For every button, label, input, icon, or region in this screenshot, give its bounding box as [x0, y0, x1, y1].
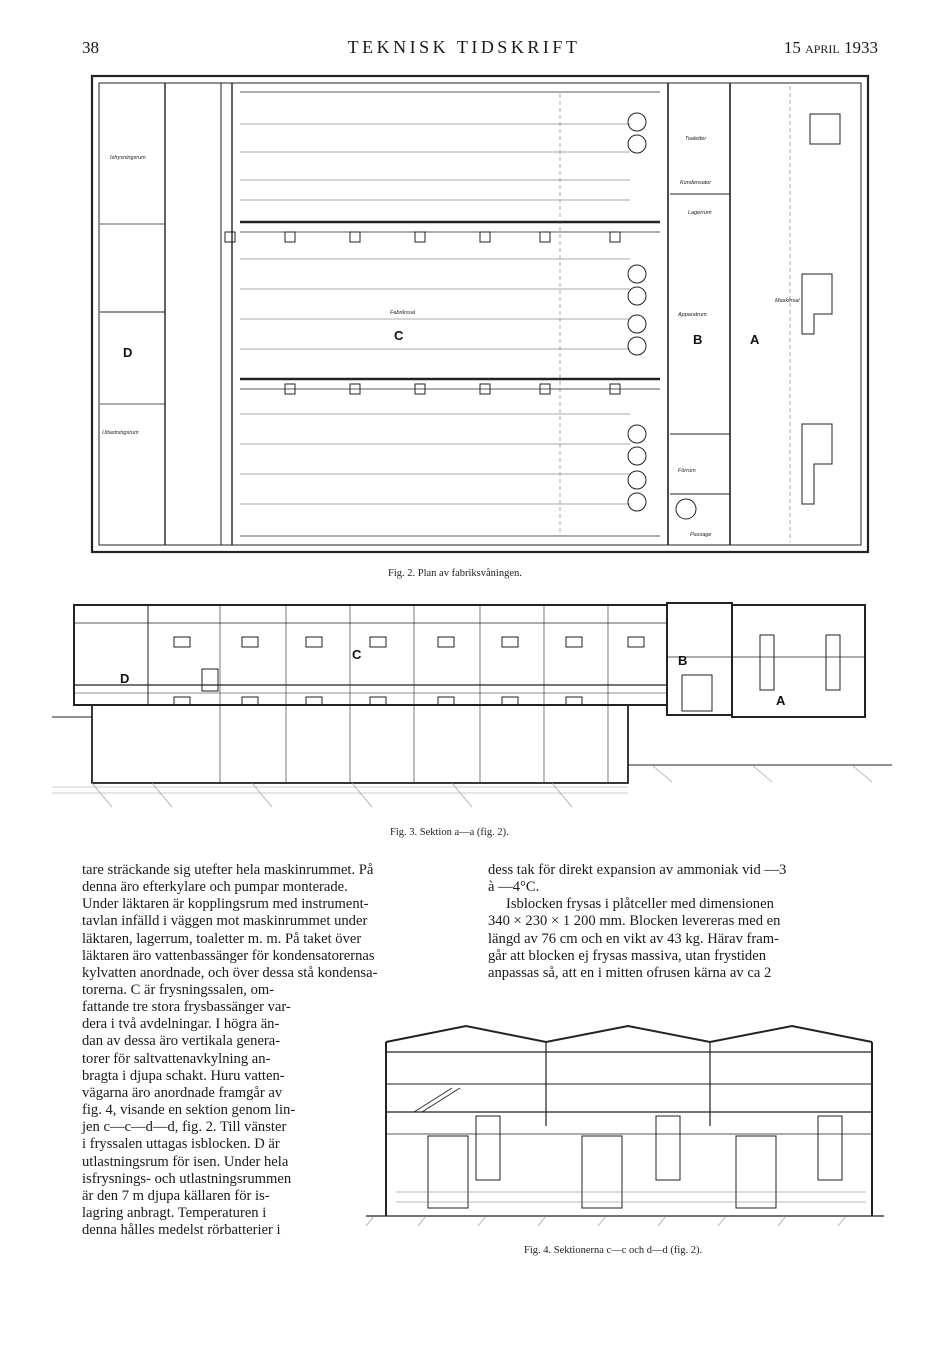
fig2-floor-plan	[90, 74, 872, 556]
issue-date: 15 april 1933	[783, 38, 878, 57]
text-line: dera i två avdelningar. I högra än-	[82, 1016, 280, 1033]
fig2-caption: Fig. 2. Plan av fabriksvåningen.	[388, 568, 522, 579]
fig2-label-passage: Passage	[690, 532, 712, 538]
text-line: läktaren, lagerrum, toaletter m. m. På taket över	[82, 930, 362, 947]
fig2-label-fabrikssal: Fabrikssal	[390, 310, 416, 316]
text-line: tare sträckande sig utefter hela maskinrummet. På	[82, 862, 374, 878]
text-line: torerna. C är frysningssalen, om-	[82, 982, 275, 998]
text-line: dess tak för direkt expansion av ammoniak vid —3	[488, 862, 787, 878]
text-line: anpassas så, att en i mitten ofrusen kärna av ca 2	[488, 964, 772, 981]
fig2-label-lagerrum: Lagerrum	[688, 210, 712, 216]
text-line: à —4°C.	[488, 879, 540, 896]
fig3-label-c: C	[352, 647, 362, 662]
text-line: går att blocken ej frysas massiva, utan frystiden	[488, 947, 767, 964]
page-number: 38	[82, 38, 99, 57]
text-line: vägarna äro anordnade framgår av	[82, 1084, 283, 1101]
fig2-label-b: B	[693, 332, 703, 347]
text-line: jen c—c—d—d, fig. 2. Till vänster	[82, 1119, 287, 1136]
text-line: kylvatten anordnade, och över dessa stå kondensa-	[82, 964, 378, 981]
body-right-top	[488, 862, 874, 982]
fig2-label-apparatrum: Apparatrum	[678, 312, 707, 318]
fig2-label-isfrysning: Isfrysningsrum	[110, 155, 146, 161]
fig2-label-utlastning: Utlastningsrum	[102, 430, 139, 436]
text-line: är den 7 m djupa källaren för is-	[82, 1187, 270, 1204]
fig2-label-d: D	[123, 345, 133, 360]
text-line: lagring anbragt. Temperaturen i	[82, 1205, 267, 1222]
text-line: bragta i djupa schakt. Huru vatten-	[82, 1067, 285, 1084]
text-line: Isblocken frysas i plåtceller med dimensionen	[506, 896, 774, 913]
text-line: i fryssalen uttagas isblocken. D är	[82, 1136, 280, 1153]
text-line: läktaren äro vattenbassänger för kondensatorernas	[82, 947, 375, 964]
text-line: Under läktaren är kopplingsrum med instrument-	[82, 896, 369, 913]
body-left-top	[82, 862, 468, 982]
fig3-label-a: A	[776, 693, 786, 708]
body-left-narrow	[82, 982, 350, 1239]
fig2-label-toaletter: Toaletter	[685, 136, 707, 142]
fig2-label-a: A	[750, 332, 760, 347]
text-line: torer för saltvattenavkylning an-	[82, 1050, 271, 1067]
text-line: denna hålles medelst rörbatterier i	[82, 1222, 281, 1239]
fig2-label-maskinsal: Maskinsal	[775, 298, 800, 304]
text-line: fig. 4, visande en sektion genom lin-	[82, 1102, 296, 1119]
fig4-caption: Fig. 4. Sektionerna c—c och d—d (fig. 2).	[524, 1245, 703, 1256]
text-line: isfrysnings- och utlastningsrummen	[82, 1170, 292, 1187]
fig2-label-c: C	[394, 328, 404, 343]
fig4-sections	[366, 1016, 884, 1238]
fig3-label-b: B	[678, 653, 688, 668]
fig2-label-kondensator: Kondensator	[680, 180, 712, 186]
fig3-label-d: D	[120, 671, 130, 686]
text-line: 340 × 230 × 1 200 mm. Blocken levereras med en	[488, 913, 781, 930]
text-line: längd av 76 cm och en vikt av 43 kg. Härav fram-	[488, 930, 779, 947]
text-line: utlastningsrum för isen. Under hela	[82, 1153, 289, 1170]
text-line: fattande tre stora frysbassänger var-	[82, 999, 291, 1016]
fig2-label-forrum: Förrum	[678, 468, 696, 474]
text-line: denna äro efterkylare och pumpar monterade.	[82, 879, 348, 896]
text-line: dan av dessa äro vertikala genera-	[82, 1033, 281, 1050]
text-line: tavlan infälld i väggen mot maskinrummet under	[82, 913, 368, 930]
fig3-caption: Fig. 3. Sektion a—a (fig. 2).	[390, 827, 509, 838]
fig3-section	[52, 597, 892, 817]
journal-title: TEKNISK TIDSKRIFT	[347, 37, 581, 57]
